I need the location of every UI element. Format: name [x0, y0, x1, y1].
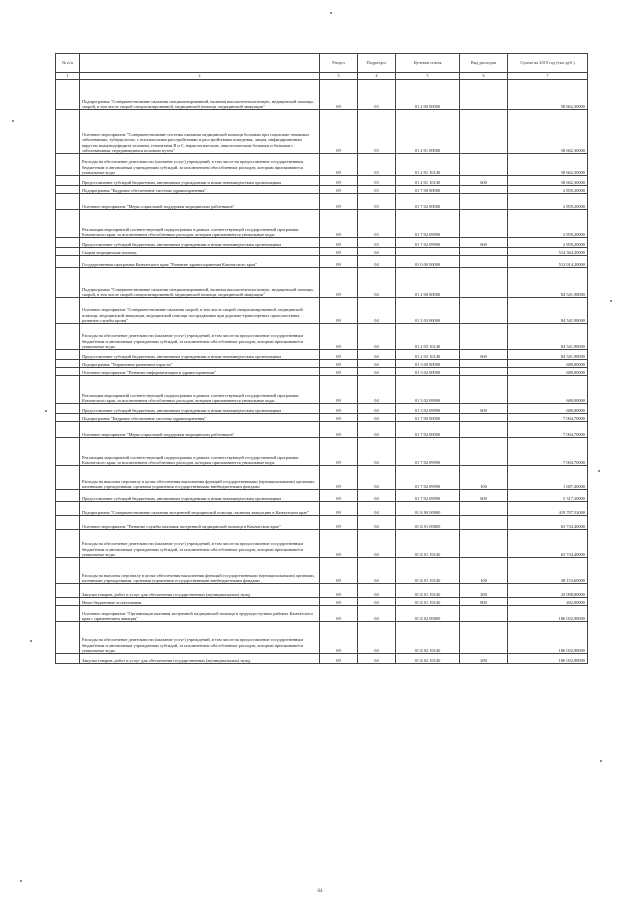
expense-type-cell: [460, 502, 508, 516]
table-row: [56, 194, 588, 210]
item-name-cell: Расходы на обеспечение деятельности (оказание услуг) учреждений, в том числе на предоставление государственным бюджетным и автономным учреждениям субсидий, за исключением обособленных расходов, которым присваиваются уникальные коды: [80, 324, 320, 350]
target-article-cell: 01 Б 01 00000: [396, 516, 460, 530]
item-name-cell: Подпрограмма "Совершенствование оказания специализированной, включая высокотехнологичную, медицинской помощи, скорой, в том числе скорой специализированной, медицинской помощи, медицинской эвакуации": [80, 80, 320, 110]
target-article-cell: 01 2 00 00000: [396, 80, 460, 110]
razdel-cell: 09: [320, 360, 358, 368]
item-name-cell: Расходы на обеспечение деятельности (оказание услуг) учреждений, в том числе на предоставление государственным бюджетным и автономным учреждениям субсидий, за исключением обособленных расходов, которым присваиваются уникальные коды: [80, 622, 320, 654]
podrazdel-cell: 04: [358, 404, 396, 414]
razdel-cell: 09: [320, 154, 358, 176]
row-number-cell: [56, 404, 80, 414]
item-name-cell: Реализация мероприятий соответствующей подпрограммы в рамках соответствующей государственной программы Камчатского края, за исключением обособленных расходов, которым присваиваются уникальные коды: [80, 438, 320, 466]
row-number-cell: [56, 516, 80, 530]
row-number-cell: [56, 558, 80, 584]
podrazdel-cell: 04: [358, 324, 396, 350]
item-name-cell: Основное мероприятие "Организация оказания экстренной медицинской помощи в труднодоступных районах Камчатского края с применением авиации": [80, 606, 320, 622]
sum-cell: 84 541,98000: [508, 268, 588, 298]
target-article-cell: 01 7 02 09990: [396, 490, 460, 502]
scan-speck: [610, 300, 612, 302]
header-name: [80, 54, 320, 73]
table-row: [56, 256, 588, 268]
row-number-cell: [56, 414, 80, 422]
expense-type-cell: [460, 268, 508, 298]
razdel-cell: 09: [320, 622, 358, 654]
row-number-cell: [56, 110, 80, 154]
item-name-cell: Расходы на обеспечение деятельности (оказание услуг) учреждений, в том числе на предоставление государственным бюджетным и автономным учреждениям субсидий, за исключением обособленных расходов, которым присваиваются уникальные коды: [80, 530, 320, 558]
row-number-cell: [56, 238, 80, 248]
table-body: [56, 80, 588, 664]
sum-cell: 512 014,20000: [508, 256, 588, 268]
table-row: [56, 598, 588, 606]
table-header-row: [56, 54, 588, 73]
item-name-cell: Основное мероприятие "Меры социальной поддержки медицинских работников": [80, 422, 320, 438]
razdel-cell: 09: [320, 80, 358, 110]
table-row: [56, 466, 588, 490]
sum-cell: 1 687,40000: [508, 466, 588, 490]
razdel-cell: 09: [320, 530, 358, 558]
podrazdel-cell: 04: [358, 530, 396, 558]
row-number-cell: [56, 598, 80, 606]
row-number-cell: [56, 210, 80, 238]
table-row: [56, 606, 588, 622]
row-number-cell: [56, 490, 80, 502]
podrazdel-cell: 03: [358, 210, 396, 238]
item-name-cell: Подпрограмма "Управление развитием отрасли": [80, 360, 320, 368]
page-number: 64: [317, 889, 323, 894]
row-number-cell: [56, 248, 80, 256]
target-article-cell: 01 Б 01 10140: [396, 558, 460, 584]
razdel-cell: 09: [320, 598, 358, 606]
sum-cell: 514 564,20000: [508, 248, 588, 256]
razdel-cell: 09: [320, 110, 358, 154]
item-name-cell: Расходы на выплаты персоналу в целях обеспечения выполнения функций государственными (муниципальными) органами, казенными учреждениями, органами управления государственными внебюджетными фондами: [80, 558, 320, 584]
sum-cell: 680,00000: [508, 360, 588, 368]
table-row: [56, 238, 588, 248]
podrazdel-cell: 04: [358, 584, 396, 598]
scan-speck: [30, 640, 32, 642]
sum-cell: 25 098,80000: [508, 584, 588, 598]
item-name-cell: Скорая медицинская помощь: [80, 248, 320, 256]
target-article-cell: 01 7 02 00000: [396, 422, 460, 438]
scan-speck: [598, 470, 600, 472]
target-article-cell: 01 7 02 09990: [396, 438, 460, 466]
razdel-cell: 09: [320, 422, 358, 438]
item-name-cell: Иные бюджетные ассигнования: [80, 598, 320, 606]
item-name-cell: Основное мероприятие "Меры социальной поддержки медицинских работников": [80, 194, 320, 210]
sum-cell: 2 859,20000: [508, 194, 588, 210]
podrazdel-cell: 03: [358, 80, 396, 110]
row-number-cell: [56, 466, 80, 490]
row-number-cell: [56, 350, 80, 360]
expense-type-cell: [460, 516, 508, 530]
table-row: [56, 530, 588, 558]
column-index: 4: [358, 73, 396, 80]
sum-cell: 680,00000: [508, 404, 588, 414]
header-podrazdel: Подраздел: [358, 54, 396, 73]
target-article-cell: 01 Б 02 10140: [396, 654, 460, 664]
target-article-cell: 01 7 02 09990: [396, 210, 460, 238]
sum-cell: 680,00000: [508, 368, 588, 376]
razdel-cell: 09: [320, 516, 358, 530]
row-number-cell: [56, 176, 80, 186]
item-name-cell: Расходы на обеспечение деятельности (оказание услуг) учреждений, в том числе на предоставление государственным бюджетным и автономным учреждениям субсидий, за исключением обособленных расходов, которым присваиваются уникальные коды: [80, 154, 320, 176]
expense-type-cell: [460, 154, 508, 176]
podrazdel-cell: 04: [358, 422, 396, 438]
podrazdel-cell: 04: [358, 502, 396, 516]
podrazdel-cell: 03: [358, 194, 396, 210]
column-index: 1: [56, 73, 80, 80]
razdel-cell: 09: [320, 502, 358, 516]
sum-cell: 5 317,30000: [508, 490, 588, 502]
item-name-cell: Подпрограмма "Кадровое обеспечение системы здравоохранения": [80, 414, 320, 422]
podrazdel-cell: 04: [358, 376, 396, 404]
target-article-cell: 01 7 00 00000: [396, 414, 460, 422]
target-article-cell: 01 7 00 00000: [396, 186, 460, 194]
expense-type-cell: [460, 438, 508, 466]
razdel-cell: 09: [320, 238, 358, 248]
budget-document: [55, 53, 587, 664]
header-num: № п/п: [56, 54, 80, 73]
expense-type-cell: [460, 530, 508, 558]
sum-cell: 2 859,20000: [508, 210, 588, 238]
table-row: [56, 110, 588, 154]
podrazdel-cell: 04: [358, 414, 396, 422]
podrazdel-cell: 04: [358, 516, 396, 530]
expense-type-cell: [460, 368, 508, 376]
podrazdel-cell: 04: [358, 606, 396, 622]
razdel-cell: 09: [320, 194, 358, 210]
podrazdel-cell: 04: [358, 558, 396, 584]
table-row: [56, 298, 588, 324]
header-razdel: Раздел: [320, 54, 358, 73]
razdel-cell: 09: [320, 368, 358, 376]
expense-type-cell: [460, 622, 508, 654]
table-row: [56, 268, 588, 298]
sum-cell: 63 734,40000: [508, 516, 588, 530]
target-article-cell: 01 2 01 00000: [396, 110, 460, 154]
row-number-cell: [56, 256, 80, 268]
table-row: [56, 248, 588, 256]
table-row: [56, 324, 588, 350]
target-article-cell: 01 Б 01 10140: [396, 598, 460, 606]
table-row: [56, 438, 588, 466]
row-number-cell: [56, 502, 80, 516]
expense-type-cell: [460, 376, 508, 404]
table-row: [56, 422, 588, 438]
table-row: [56, 516, 588, 530]
column-index: 3: [320, 73, 358, 80]
column-index: 5: [396, 73, 460, 80]
podrazdel-cell: 04: [358, 466, 396, 490]
item-name-cell: Подпрограмма "Совершенствование оказания специализированной, включая высокотехнологичную, медицинской помощи, скорой, в том числе скорой специализированной, медицинской помощи, медицинской эвакуации": [80, 268, 320, 298]
row-number-cell: [56, 268, 80, 298]
expense-type-cell: 600: [460, 176, 508, 186]
item-name-cell: Государственная программа Камчатского края "Развитие здравоохранения Камчатского края": [80, 256, 320, 268]
podrazdel-cell: 04: [358, 298, 396, 324]
row-number-cell: [56, 298, 80, 324]
row-number-cell: [56, 376, 80, 404]
target-article-cell: 01 2 03 10140: [396, 324, 460, 350]
sum-cell: 58 662,30000: [508, 80, 588, 110]
row-number-cell: [56, 154, 80, 176]
expense-type-cell: [460, 414, 508, 422]
table-row: [56, 622, 588, 654]
podrazdel-cell: 03: [358, 110, 396, 154]
sum-cell: 482,00000: [508, 598, 588, 606]
razdel-cell: 09: [320, 324, 358, 350]
target-article-cell: 01 7 02 09990: [396, 466, 460, 490]
expense-type-cell: 600: [460, 350, 508, 360]
item-name-cell: Реализация мероприятий соответствующей подпрограммы в рамках соответствующей государственной программы Камчатского края, за исключением обособленных расходов, которым присваиваются уникальные коды: [80, 210, 320, 238]
sum-cell: 63 734,40000: [508, 530, 588, 558]
column-index: 2: [80, 73, 320, 80]
podrazdel-cell: 04: [358, 256, 396, 268]
item-name-cell: Предоставление субсидий бюджетным, автономным учреждениям и иным некоммерческим организациям: [80, 404, 320, 414]
sum-cell: 186 052,98000: [508, 622, 588, 654]
expense-type-cell: [460, 422, 508, 438]
row-number-cell: [56, 606, 80, 622]
expense-type-cell: [460, 298, 508, 324]
sum-cell: 58 662,30000: [508, 176, 588, 186]
razdel-cell: 09: [320, 248, 358, 256]
column-index-row: [56, 73, 588, 80]
scan-speck: [12, 120, 14, 122]
expense-type-cell: 600: [460, 404, 508, 414]
podrazdel-cell: 03: [358, 186, 396, 194]
column-index: 6: [460, 73, 508, 80]
expense-type-cell: 200: [460, 584, 508, 598]
razdel-cell: 09: [320, 438, 358, 466]
expense-type-cell: 200: [460, 654, 508, 664]
target-article-cell: [396, 248, 460, 256]
table-row: [56, 80, 588, 110]
row-number-cell: [56, 360, 80, 368]
table-row: [56, 584, 588, 598]
target-article-cell: 01 3 02 00000: [396, 368, 460, 376]
table-row: [56, 368, 588, 376]
expense-type-cell: [460, 248, 508, 256]
sum-cell: 84 541,98000: [508, 298, 588, 324]
header-expense: Вид расходов: [460, 54, 508, 73]
item-name-cell: Расходы на выплаты персоналу в целях обеспечения выполнения функций государственными (муниципальными) органами, казенными учреждениями, органами управления государственными внебюджетными фондами: [80, 466, 320, 490]
expense-type-cell: [460, 110, 508, 154]
expense-type-cell: [460, 360, 508, 368]
razdel-cell: 09: [320, 268, 358, 298]
target-article-cell: 01 2 01 10140: [396, 154, 460, 176]
item-name-cell: Закупка товаров, работ и услуг для обеспечения государственных (муниципальных) нужд: [80, 654, 320, 664]
target-article-cell: 01 3 02 09990: [396, 376, 460, 404]
table-row: [56, 210, 588, 238]
podrazdel-cell: 04: [358, 490, 396, 502]
expense-type-cell: [460, 194, 508, 210]
expense-type-cell: 100: [460, 466, 508, 490]
target-article-cell: 01 Б 02 00000: [396, 606, 460, 622]
sum-cell: 58 662,30000: [508, 154, 588, 176]
column-index: 7: [508, 73, 588, 80]
item-name-cell: Подпрограмма "Кадровое обеспечение системы здравоохранения": [80, 186, 320, 194]
table-row: [56, 414, 588, 422]
table-row: [56, 176, 588, 186]
target-article-cell: 01 7 02 00000: [396, 194, 460, 210]
target-article-cell: 01 7 02 09990: [396, 238, 460, 248]
item-name-cell: Закупка товаров, работ и услуг для обеспечения государственных (муниципальных) нужд: [80, 584, 320, 598]
expense-type-cell: [460, 606, 508, 622]
table-row: [56, 376, 588, 404]
expense-type-cell: 600: [460, 238, 508, 248]
podrazdel-cell: 03: [358, 154, 396, 176]
scan-speck: [20, 880, 22, 882]
target-article-cell: 01 0 00 00000: [396, 256, 460, 268]
row-number-cell: [56, 186, 80, 194]
razdel-cell: 09: [320, 414, 358, 422]
razdel-cell: 09: [320, 654, 358, 664]
target-article-cell: 01 2 03 00000: [396, 298, 460, 324]
sum-cell: 84 541,98000: [508, 350, 588, 360]
expense-type-cell: [460, 186, 508, 194]
scan-speck: [45, 410, 47, 412]
expense-type-cell: [460, 324, 508, 350]
table-row: [56, 350, 588, 360]
row-number-cell: [56, 438, 80, 466]
sum-cell: 2 859,20000: [508, 186, 588, 194]
row-number-cell: [56, 530, 80, 558]
podrazdel-cell: 04: [358, 350, 396, 360]
item-name-cell: Предоставление субсидий бюджетным, автономным учреждениям и иным некоммерческим организациям: [80, 490, 320, 502]
target-article-cell: 01 Б 02 10140: [396, 622, 460, 654]
razdel-cell: 09: [320, 558, 358, 584]
sum-cell: 419 787,52000: [508, 502, 588, 516]
item-name-cell: Основное мероприятие "Совершенствование системы оказания медицинской помощи больным при социально-значимых заболеваниях: туберкулезом, с психическими расстройствами и расстройствами поведения, лицам, инфицированным вирусом иммунодефицита человека, гепатитами B и C, наркологическим, онкологическим больным и больным с заболеваниями, передающимися половым путем": [80, 110, 320, 154]
razdel-cell: 09: [320, 186, 358, 194]
target-article-cell: 01 Б 01 10140: [396, 530, 460, 558]
item-name-cell: Предоставление субсидий бюджетным, автономным учреждениям и иным некоммерческим организациям: [80, 238, 320, 248]
sum-cell: 7 004,70000: [508, 422, 588, 438]
razdel-cell: 09: [320, 490, 358, 502]
target-article-cell: 01 2 00 00000: [396, 268, 460, 298]
expense-type-cell: [460, 256, 508, 268]
razdel-cell: 09: [320, 298, 358, 324]
target-article-cell: 01 3 00 00000: [396, 360, 460, 368]
item-name-cell: Основное мероприятие "Совершенствование оказания скорой, в том числе скорой специализированной, медицинской помощи, медицинской эвакуации, медицинской помощи пострадавшим при дорожно-транспортных происшествиях, развитие службы крови": [80, 298, 320, 324]
row-number-cell: [56, 368, 80, 376]
row-number-cell: [56, 80, 80, 110]
razdel-cell: 09: [320, 584, 358, 598]
podrazdel-cell: 04: [358, 248, 396, 256]
razdel-cell: 09: [320, 466, 358, 490]
expense-type-cell: [460, 80, 508, 110]
scan-speck: [600, 760, 602, 762]
item-name-cell: Основное мероприятие "Развитие службы оказания экстренной медицинской помощи в Камчатском крае": [80, 516, 320, 530]
target-article-cell: 01 3 02 09990: [396, 404, 460, 414]
sum-cell: 38 153,60000: [508, 558, 588, 584]
item-name-cell: Подпрограмма "Совершенствование оказания экстренной медицинской помощи, включая эвакуацию в Камчатском крае": [80, 502, 320, 516]
razdel-cell: 09: [320, 376, 358, 404]
table-row: [56, 502, 588, 516]
podrazdel-cell: 04: [358, 368, 396, 376]
table-row: [56, 654, 588, 664]
table-row: [56, 186, 588, 194]
header-sum: Сумма на 2019 год (тыс.руб.): [508, 54, 588, 73]
expense-type-cell: 800: [460, 598, 508, 606]
sum-cell: 186 052,98000: [508, 654, 588, 664]
razdel-cell: 09: [320, 210, 358, 238]
razdel-cell: 09: [320, 606, 358, 622]
row-number-cell: [56, 622, 80, 654]
podrazdel-cell: 04: [358, 654, 396, 664]
item-name-cell: Основное мероприятие "Развитие информатизации в здравоохранении": [80, 368, 320, 376]
sum-cell: 680,00000: [508, 376, 588, 404]
item-name-cell: Предоставление субсидий бюджетным, автономным учреждениям и иным некоммерческим организациям: [80, 176, 320, 186]
row-number-cell: [56, 324, 80, 350]
table-row: [56, 404, 588, 414]
row-number-cell: [56, 422, 80, 438]
scan-speck: [330, 12, 332, 14]
sum-cell: 58 662,30000: [508, 110, 588, 154]
sum-cell: 2 859,20000: [508, 238, 588, 248]
item-name-cell: Реализация мероприятий соответствующей подпрограммы в рамках соответствующей государственной программы Камчатского края, за исключением обособленных расходов, которым присваиваются уникальные коды: [80, 376, 320, 404]
target-article-cell: 01 Б 01 10140: [396, 584, 460, 598]
item-name-cell: Предоставление субсидий бюджетным, автономным учреждениям и иным некоммерческим организациям: [80, 350, 320, 360]
razdel-cell: 09: [320, 404, 358, 414]
expense-type-cell: 600: [460, 490, 508, 502]
target-article-cell: 01 Б 00 00000: [396, 502, 460, 516]
table-row: [56, 490, 588, 502]
table-row: [56, 558, 588, 584]
razdel-cell: 09: [320, 256, 358, 268]
table-row: [56, 360, 588, 368]
razdel-cell: 09: [320, 176, 358, 186]
table-row: [56, 154, 588, 176]
razdel-cell: 09: [320, 350, 358, 360]
budget-table: [55, 53, 588, 664]
podrazdel-cell: 04: [358, 360, 396, 368]
header-target: Целевая статья: [396, 54, 460, 73]
sum-cell: 186 052,98000: [508, 606, 588, 622]
target-article-cell: 01 2 03 10140: [396, 350, 460, 360]
row-number-cell: [56, 194, 80, 210]
podrazdel-cell: 04: [358, 438, 396, 466]
expense-type-cell: 100: [460, 558, 508, 584]
podrazdel-cell: 04: [358, 268, 396, 298]
sum-cell: 7 004,70000: [508, 438, 588, 466]
row-number-cell: [56, 654, 80, 664]
podrazdel-cell: 03: [358, 176, 396, 186]
sum-cell: 7 004,70000: [508, 414, 588, 422]
podrazdel-cell: 04: [358, 598, 396, 606]
podrazdel-cell: 04: [358, 622, 396, 654]
row-number-cell: [56, 584, 80, 598]
sum-cell: 84 541,98000: [508, 324, 588, 350]
podrazdel-cell: 03: [358, 238, 396, 248]
target-article-cell: 01 2 01 10140: [396, 176, 460, 186]
expense-type-cell: [460, 210, 508, 238]
